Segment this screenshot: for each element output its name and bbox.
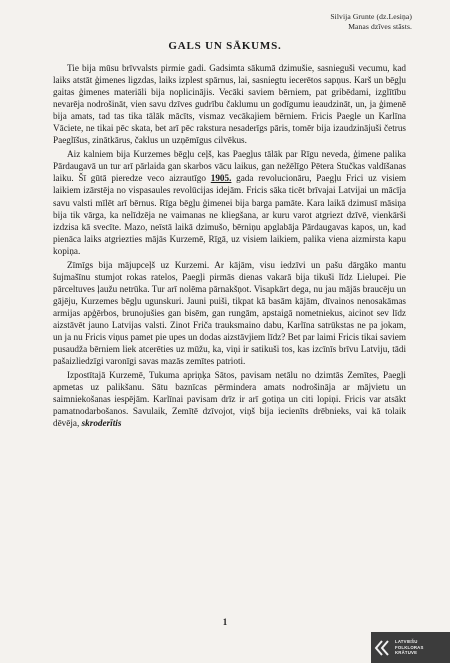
- paragraph-2-part-2: gada revolucionāru, Paegļu Frici uz visiem laikiem izārstēja no vispasaules revolūcijas idejām. Fricis sāka ticēt brīvajai Latvijai un mācīja savu valsti mīlēt arī bērnus. Rīga bēgļu ģimenei bija barga pamāte. Kara laikā dzimusī māsiņa bija tik vārga, ka nelīdzēja ne vaimanas ne kliegšana, ar kuru varot atgriezt dzīvē, vienkārši izdzisa kā svecīte. Mazo, neīstā laikā dzimušo, bērniņu apglabāja Pārdaugavas kapos, un, kad pienāca laiks atgriezties mājās Kurzemē, Rīgā, uz visiem laikiem, palika viena aizmirsta kapu kopiņa.: [53, 173, 406, 256]
- paragraph-1: Tie bija mūsu brīvvalsts pirmie gadi. Gadsimta sākumā dzimušie, sasnieguši vecumu, kad laiks atstāt ģimenes ligzdas, laiks izplest spārnus, lai, sasniegtu iecerētos sapņus. Karš un bēgļu gaitas ģimenes materiāli bija noplicinājis. Vecāki saviem bērniem, pat gribēdami, izglītību nevarēja nodrošināt, vien savu dzīves gudrību čaklumu un godīgumu ieaudzināt, un, ja ģimenē bija amats, tad tas tika tālāk mācīts, vismaz vecākajiem bērniem. Fricis Paegle un Karlīna Vāciete, ne tikai pēc skata, bet arī pēc rakstura nesaderīgs pāris, tomēr bija izaudzinājuši četrus Paeglīšus, zinātkārus, čaklus un uzņēmīgus cilvēkus.: [53, 63, 406, 146]
- paragraph-2: [53, 148, 406, 256]
- folklore-archive-logo: [371, 632, 450, 663]
- author-header: [330, 12, 412, 31]
- author-name: Silvija Grunte (dz.Lesiņa): [330, 12, 412, 21]
- revolution-year: 1905.: [210, 173, 232, 184]
- logo-line-3: KRĀTUVE: [395, 650, 418, 656]
- highlighted-term: skroderītis: [81, 418, 122, 429]
- paragraph-2-part-1: Aiz kalniem bija Kurzemes bēgļu ceļš, kas Paegļus tālāk par Rīgu neveda, ģimene palika Pārdaugavā un tur arī pārlaida gan skarbos vācu laikus, gan nežēlīgo Pētera Stučkas valdīšanas laiku. Šī gūtā pieredze veco aizrautīgo: [53, 149, 406, 184]
- logo-wordmark: [395, 639, 424, 655]
- paragraph-4: [53, 369, 406, 429]
- logo-line-2: FOLKLORAS: [395, 644, 424, 650]
- memoir-subtitle: Manas dzīves stāsts.: [348, 21, 412, 31]
- paragraph-4-part-1: Izpostītajā Kurzemē, Tukuma apriņķa Sātos, pavisam netālu no dzimtās Zemītes, Paegļi apmetas uz palikšanu. Sātu baznīcas pērmindera amats nodrošināja ar mājvietu un saimniekošanas iespējām. Karlīnai pavisam drīz ir arī gotiņa un citi lopiņi. Fricis var atsākt pamatnodarbošanos. Savulaik, Zemītē dzīvojot, viņš bija iecienīts drēbnieks, vai kā tolaik dēvēja,: [53, 370, 406, 429]
- page-number: 1: [222, 617, 228, 627]
- body-text: [53, 62, 406, 431]
- paragraph-3: Zīmīgs bija mājupceļš uz Kurzemi. Ar kājām, visu iedzīvi un pašu dārgāko mantu šujmašīnu stumjot rokas ratelos, Paegļi pirmās dienas vakarā bija tikuši līdz Lielupei. Pie pārceltuves ļaužu netrūka. Tur arī nolēma pārnakšņot. Visapkārt dega, nu jau mājās braucēju un gājēju, Kurzemes bēgļu ugunskuri. Jauni puiši, tikpat kā basām kājām, dīvainos nenosakāmas armijas apģērbos, brunojušies gan bisēm, gan rungām, apstaigā nometniekus, aicinot sev līdz aizstāvēt jauno Latvijas valsti. Zinot Friča trauksmaino dabu, Karlīna satrūkstas ne pa jokam, un ja nu Fricis viņus pamet pie upes un dodas aizstāvjiem līdz? Bet par laimi Fricis tikai saviem pusaudža bērniem liek atcerēties uz mūžu, ka, viņi ir satikuši tos, kas izcīnīs brīvu Latviju, tādi pašaizliedzīgi varonīgi savas mazās zemītes patrioti.: [53, 259, 406, 367]
- logo-line-1: LATVIEŠU: [395, 639, 418, 645]
- chapter-title: GALS UN SĀKUMS.: [168, 40, 282, 52]
- chevron-logo-icon: [371, 632, 395, 663]
